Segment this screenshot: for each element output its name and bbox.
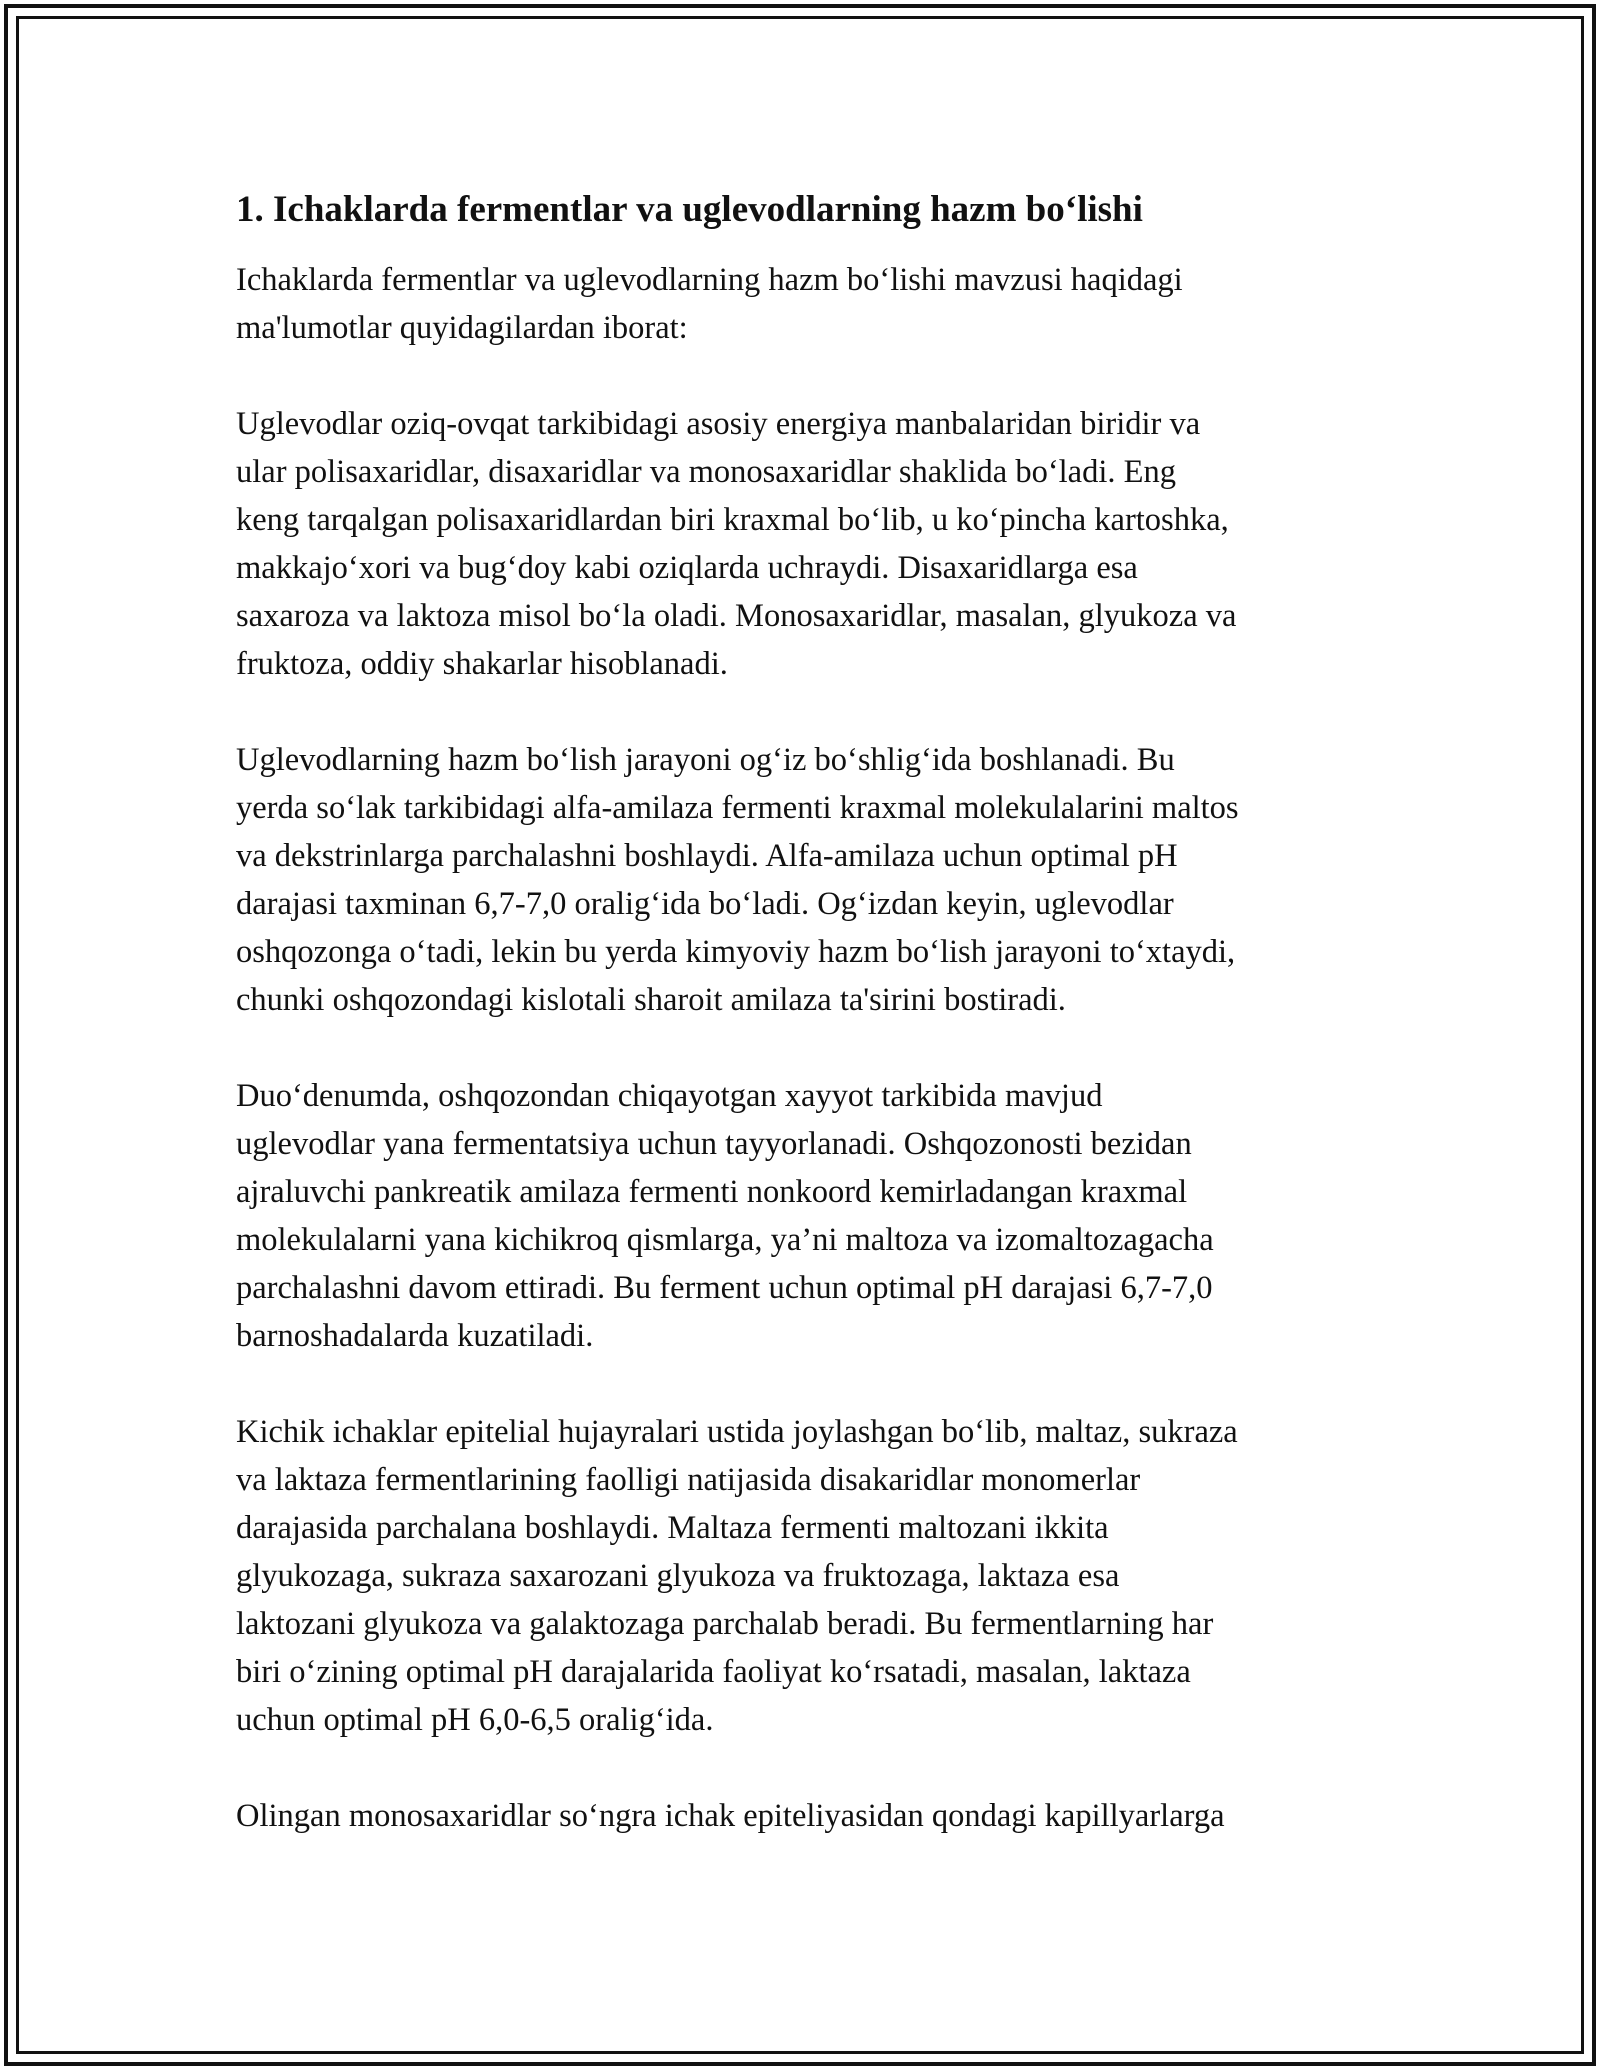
paragraph-duodenum: Duo‘denumda, oshqozondan chiqayotgan xayyot tarkibida mavjud uglevodlar yana fermentatsiya uchun tayyorlanadi. Oshqozonosti bezidan ajraluvchi pankreatik amilaza fermenti nonkoord kemirladangan kraxmal molekulalarni yana kichikroq qismlarga, ya’ni maltoza va izomaltozagacha parchalashni davom ettiradi. Bu ferment uchun optimal pH darajasi 6,7-7,0 barnoshadalarda kuzatiladi. [236,1078,1214,1354]
paragraph-absorption: Olingan monosaxaridlar so‘ngra ichak epiteliyasidan qondagi kapillyarlarga [236,1798,1225,1834]
paragraph-small-intestine: Kichik ichaklar epitelial hujayralari ustida joylashgan bo‘lib, maltaz, sukraza va laktaza fermentlarining faolligi natijasida disakaridlar monomerlar darajasida parchalana boshlaydi. Maltaza fermenti maltozani ikkita glyukozaga, sukraza saxarozani glyukoza va fruktozaga, laktaza esa laktozani glyukoza va galaktozaga parchalab beradi. Bu fermentlarning har biri o‘zining optimal pH darajalarida faoliyat ko‘rsatadi, masalan, laktaza uchun optimal pH 6,0-6,5 oralig‘ida. [236,1414,1238,1738]
document-body [236,186,1376,1888]
paragraph-carbohydrate-types: Uglevodlar oziq-ovqat tarkibidagi asosiy energiya manbalaridan biridir va ular polisaxaridlar, disaxaridlar va monosaxaridlar shaklida bo‘ladi. Eng keng tarqalgan polisaxaridlardan biri kraxmal bo‘lib, u ko‘pincha kartoshka, makkajo‘xori va bug‘doy kabi oziqlarda uchraydi. Disaxaridlarga esa saxaroza va laktoza misol bo‘la oladi. Monosaxaridlar, masalan, glyukoza va fruktoza, oddiy shakarlar hisoblanadi. [236,406,1237,682]
section-heading: 1. Ichaklarda fermentlar va uglevodlarning hazm bo‘lishi [236,189,1143,230]
paragraph-oral-digestion: Uglevodlarning hazm bo‘lish jarayoni og‘iz bo‘shlig‘ida boshlanadi. Bu yerda so‘lak tarkibidagi alfa-amilaza fermenti kraxmal molekulalarini maltos va dekstrinlarga parchalashni boshlaydi. Alfa-amilaza uchun optimal pH darajasi taxminan 6,7-7,0 oralig‘ida bo‘ladi. Og‘izdan keyin, uglevodlar oshqozonga o‘tadi, lekin bu yerda kimyoviy hazm bo‘lish jarayoni to‘xtaydi, chunki oshqozondagi kislotali sharoit amilaza ta'sirini bostiradi. [236,742,1239,1018]
paragraph-intro: Ichaklarda fermentlar va uglevodlarning hazm bo‘lishi mavzusi haqidagi ma'lumotlar quyidagilardan iborat: [236,262,1183,346]
